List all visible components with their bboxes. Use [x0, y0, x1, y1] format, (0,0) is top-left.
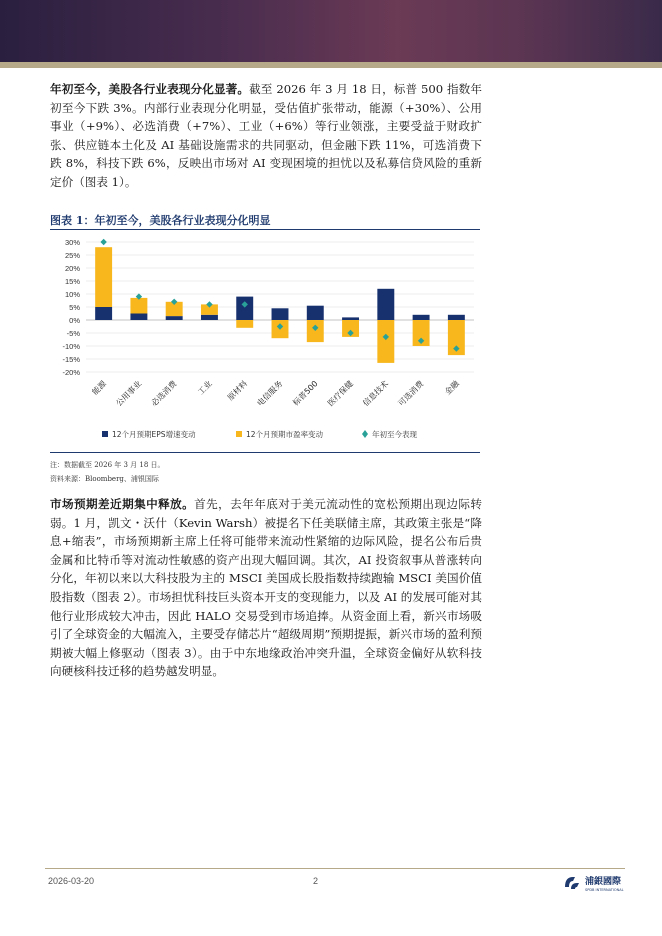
header-rule [0, 62, 662, 68]
paragraph-sector-performance [50, 80, 482, 192]
footer-rule [45, 868, 625, 869]
y-tick-label: -10% [62, 342, 80, 351]
category-label: 信息技术 [361, 379, 391, 409]
category-label: 标普500 [291, 379, 320, 408]
y-tick-label: 30% [64, 238, 80, 247]
legend-pe-swatch [236, 431, 242, 437]
y-tick-label: 10% [64, 290, 80, 299]
pe-bar [95, 247, 112, 307]
figure-rule-bottom [50, 452, 480, 453]
y-tick-label: 15% [64, 277, 80, 286]
eps-bar [307, 306, 324, 320]
ytd-marker [100, 239, 106, 245]
paragraph-lead: 市场预期差近期集中释放。 [50, 497, 195, 511]
category-label: 金融 [443, 379, 461, 397]
eps-bar [272, 308, 289, 320]
logo-text: 浦銀國際 [585, 877, 622, 887]
paragraph-lead: 年初至今，美股各行业表现分化显著。 [50, 82, 250, 96]
eps-bar [448, 315, 465, 320]
eps-bar [413, 315, 430, 320]
eps-bar [342, 317, 359, 320]
eps-bar [236, 297, 253, 320]
y-tick-label: 0% [69, 316, 80, 325]
eps-bar [201, 315, 218, 320]
header-banner [0, 0, 662, 62]
figure-title: 图表 1：年初至今，美股各行业表现分化明显 [50, 214, 271, 227]
eps-bar [377, 289, 394, 320]
paragraph-body: 截至 2026 年 3 月 18 日，标普 500 指数年初至今下跌 3%。内部行业表现分化明显，受估值扩张带动，能源（+30%）、公用事业（+9%）、必选消费（+7%）、工业（+6%）等行业领涨，主要受益于财政扩张、供应链本土化及 AI 基础设施需求的共同驱动，但金融下跌 11%，可选消费下跌 8%，科技下跌 6%，反映出市场对 AI 变现困境的担忧以及私募信贷风险的重新定价（图表 1）。 [50, 82, 482, 189]
eps-bar [130, 314, 147, 321]
category-label: 可选消费 [396, 379, 426, 409]
pe-bar [377, 320, 394, 363]
figure-note: 注：数据截至 2026 年 3 月 18 日。 [50, 461, 165, 469]
logo-subtext: SPDB INTERNATIONAL [585, 888, 624, 892]
y-tick-label: -5% [66, 329, 80, 338]
paragraph-market-expectations [50, 495, 482, 681]
y-tick-label: -20% [62, 368, 80, 377]
legend-ytd-swatch [362, 430, 368, 438]
pe-bar [307, 320, 324, 342]
figure-rule-top [50, 229, 480, 230]
paragraph-body: 首先，去年年底对于美元流动性的宽松预期出现边际转弱。1 月，凯文・沃什（Kevin Warsh）被提名下任美联储主席，其政策主张是“降息+缩表”，市场预期新主席上任将可能带来流动性紧缩的边际风险，提名公布后贵金属和比特币等对流动性敏感的资产出现大幅回调。其次，AI 投资叙事从普涨转向分化，年初以来以大科技股为主的 MSCI 美国成长股指数持续跑输 MSCI 美国价值股指数（图表 2）。市场担忧科技巨头资本开支的变现能力，以及 AI 的发展可能对其他行业形成较大冲击，因此 HALO 交易受到市场追捧。从资金面上看，新兴市场吸引了全球资金的大幅流入，主要受存储芯片“超级周期”预期提振，新兴市场的盈利预期被大幅上修驱动（图表 3）。由于中东地缘政治冲突升温，全球资金偏好从软科技向硬核科技迁移的趋势越发明显。 [50, 497, 482, 679]
logo-icon [565, 877, 579, 889]
figure-source: 资料来源：Bloomberg、浦银国际 [50, 475, 159, 483]
y-tick-label: 20% [64, 264, 80, 273]
y-tick-label: 25% [64, 251, 80, 260]
company-logo [563, 873, 633, 893]
eps-bar [95, 307, 112, 320]
sector-performance-chart [50, 232, 482, 452]
category-label: 医疗保健 [325, 379, 355, 409]
legend-eps-swatch [102, 431, 108, 437]
category-label: 原材料 [225, 379, 250, 403]
pe-bar [130, 298, 147, 314]
footer-date: 2026-03-20 [48, 876, 95, 886]
pe-bar [236, 320, 253, 328]
legend-pe-label: 12个月预期市盈率变动 [246, 430, 324, 439]
legend-ytd-label: 年初至今表现 [372, 430, 417, 439]
category-label: 工业 [196, 379, 214, 397]
eps-bar [166, 316, 183, 320]
y-tick-label: 5% [69, 303, 80, 312]
category-label: 必选消费 [149, 379, 179, 409]
category-label: 能源 [90, 379, 109, 397]
page-number: 2 [313, 876, 319, 886]
y-tick-label: -15% [62, 355, 80, 364]
category-label: 公用事业 [114, 379, 144, 409]
category-label: 电信服务 [255, 379, 285, 409]
legend-eps-label: 12个月预期EPS增速变动 [112, 430, 196, 439]
